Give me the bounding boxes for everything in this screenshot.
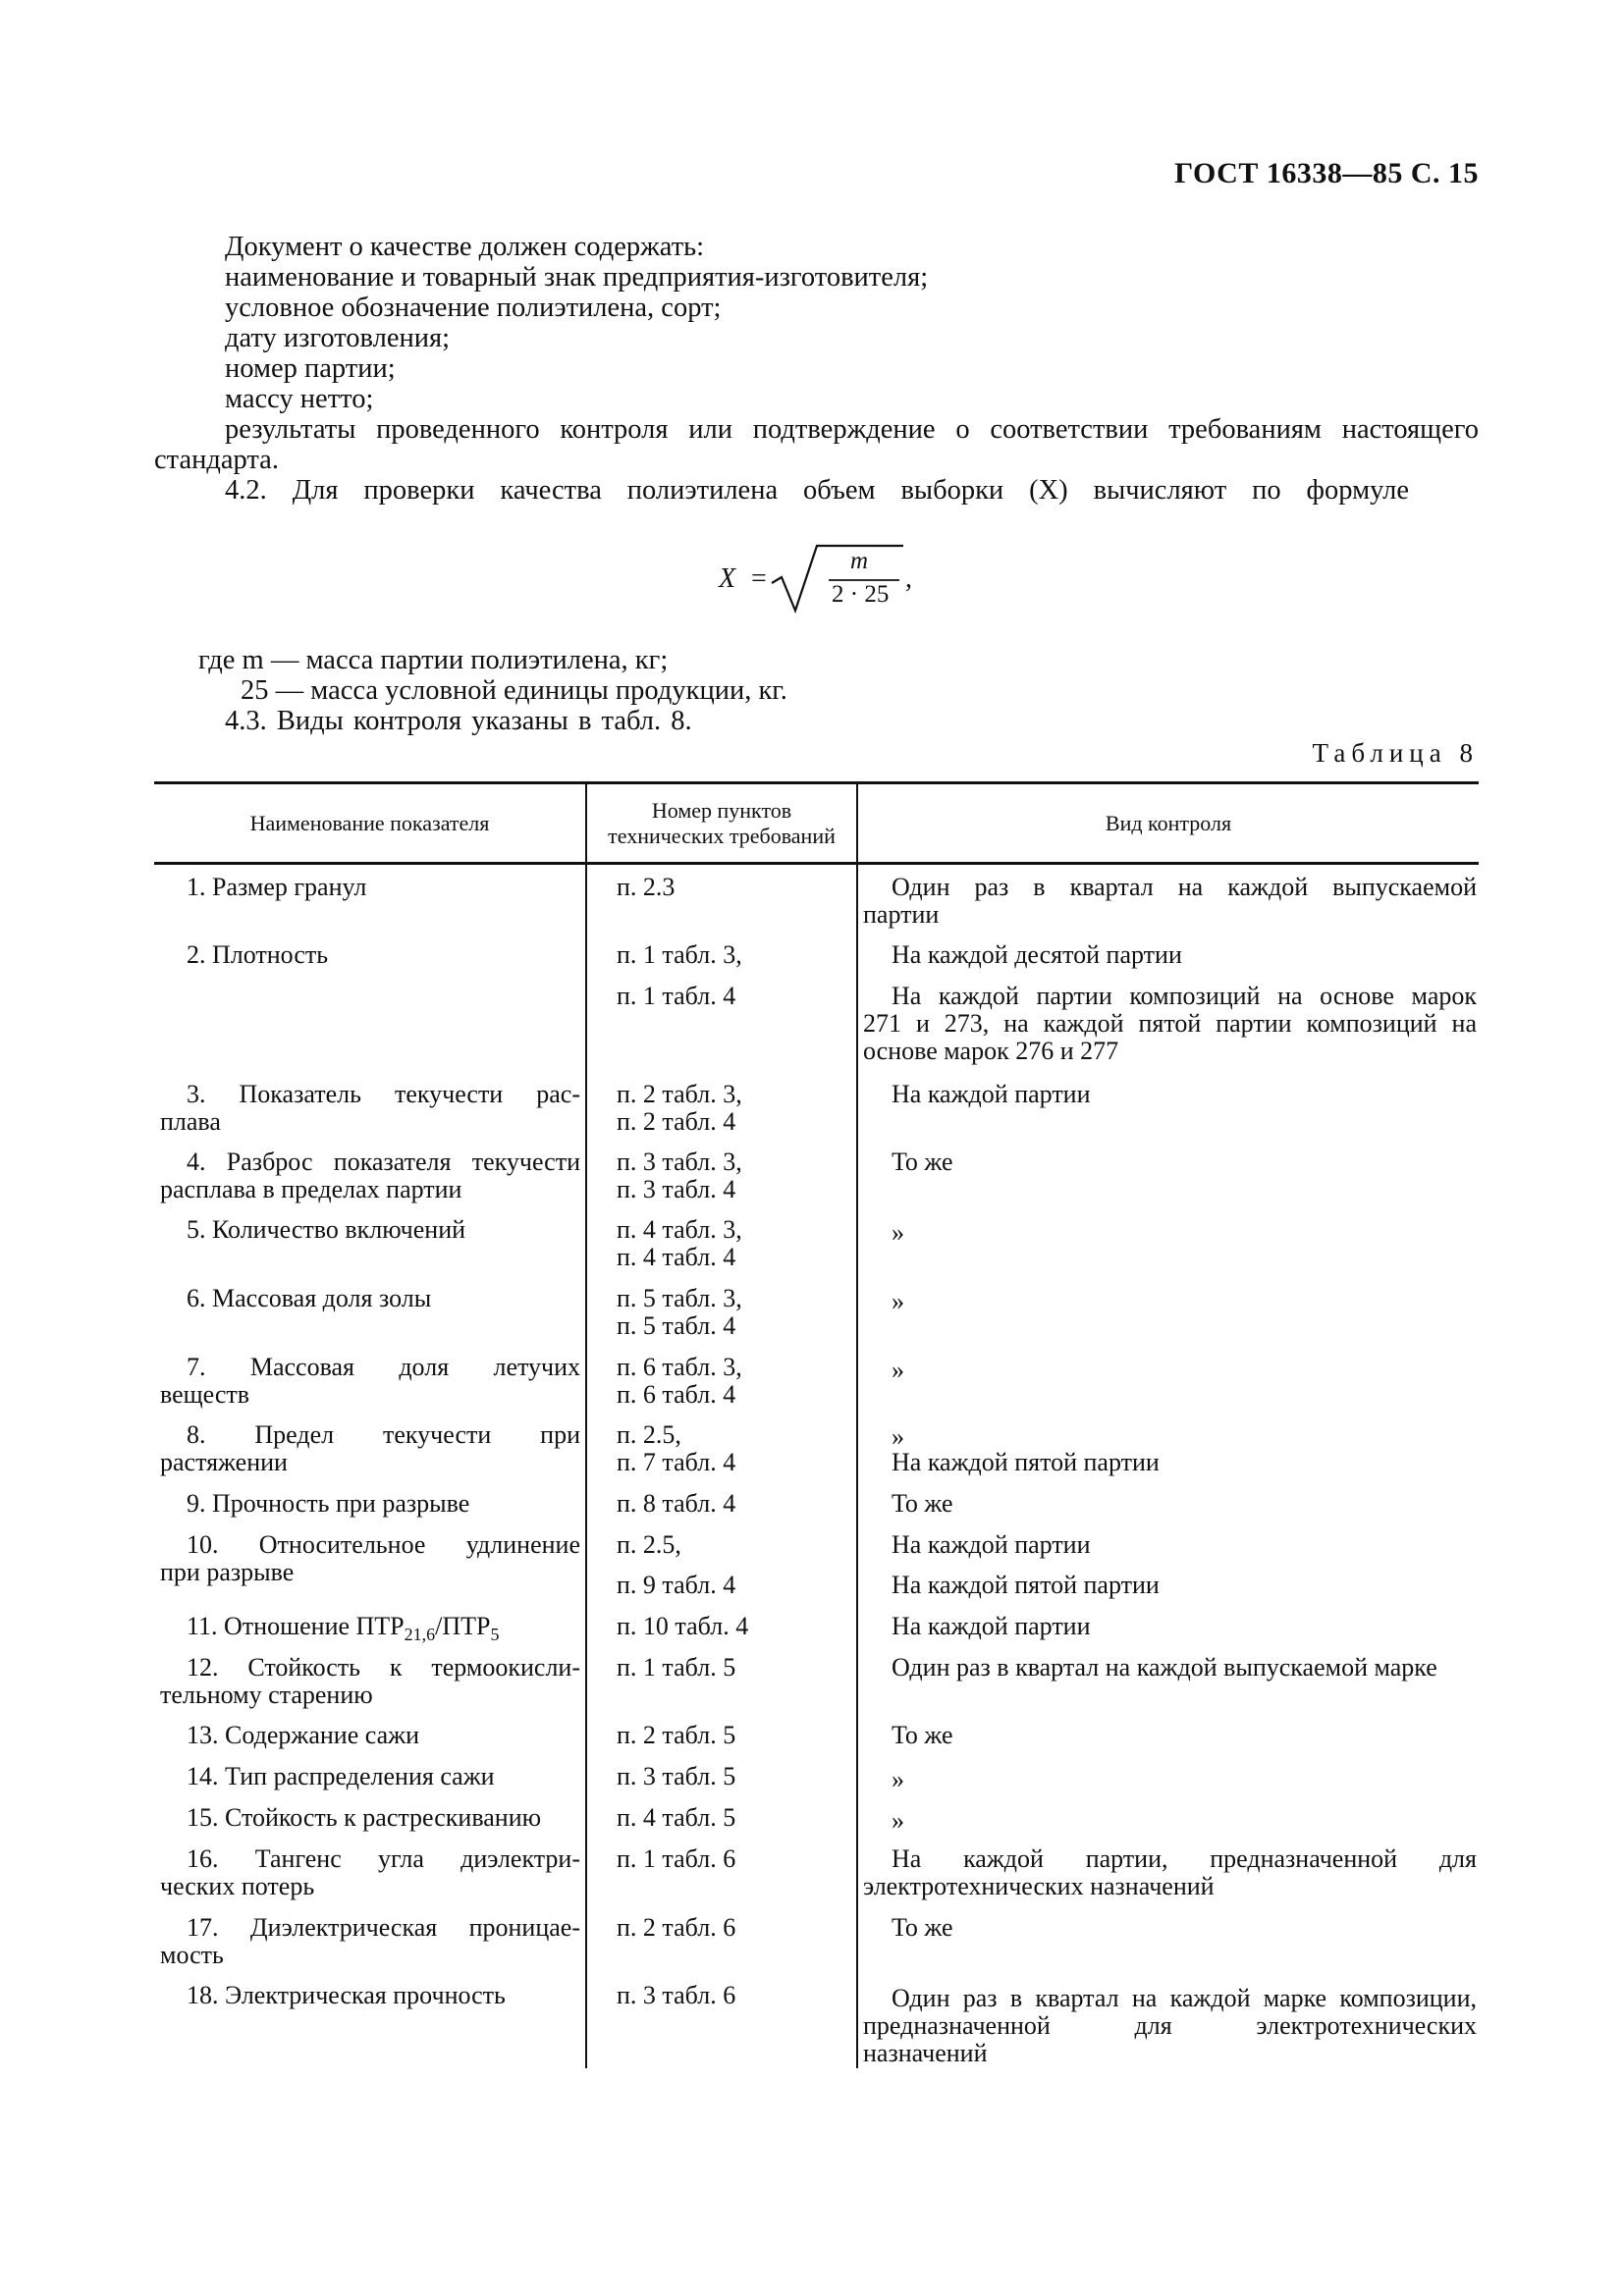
table-row-clause: п. 3 табл. 4 xyxy=(617,1175,736,1203)
table-row-control: То же xyxy=(892,1913,953,1942)
table-row-name: 16. Тангенс угла диэлектри- xyxy=(187,1844,580,1873)
table-row-clause: п. 3 табл. 5 xyxy=(617,1762,736,1790)
table-row-control: Один раз в квартал на каждой выпускаемой марке xyxy=(892,1653,1437,1682)
page-header: ГОСТ 16338—85 С. 15 xyxy=(1174,157,1479,189)
ratio-label: /ПТР xyxy=(435,1612,491,1640)
header-indicator: Наименование показателя xyxy=(249,811,490,835)
table-row-name: 3. Показатель текучести рас- xyxy=(187,1080,580,1108)
table-row-name: ческих потерь xyxy=(160,1872,315,1900)
table-row-clause: п. 5 табл. 4 xyxy=(617,1311,736,1340)
table-row-name: 13. Содержание сажи xyxy=(187,1721,420,1749)
table-row-clause: п. 1 табл. 3, xyxy=(617,940,742,969)
table-row-name: веществ xyxy=(160,1380,250,1409)
ratio-sub: 21,6 xyxy=(404,1625,436,1644)
table-row-control: То же xyxy=(892,1489,953,1518)
intro-line: номер партии; xyxy=(225,353,396,384)
table-row-clause: п. 4 табл. 3, xyxy=(617,1215,742,1244)
table-row-clause: п. 2.3 xyxy=(617,873,676,901)
table-row-clause: п. 1 табл. 4 xyxy=(617,982,736,1010)
table-row-clause: п. 6 табл. 3, xyxy=(617,1353,742,1381)
sample-size-formula xyxy=(719,542,935,620)
table-row-control: электротехнических назначений xyxy=(863,1872,1215,1900)
table-row-control: » xyxy=(892,1765,904,1793)
table-row-control: То же xyxy=(892,1148,953,1176)
table-row-clause: п. 9 табл. 4 xyxy=(617,1571,736,1599)
table-row-name: 4. Разброс показателя текучести xyxy=(187,1148,580,1176)
table-row-clause: п. 4 табл. 4 xyxy=(617,1243,736,1271)
table-row-name: 9. Прочность при разрыве xyxy=(187,1489,470,1518)
table-row-control: На каждой партии xyxy=(892,1080,1091,1108)
table-caption: Таблица 8 xyxy=(1312,738,1479,768)
table-row-name: 7. Массовая доля летучих xyxy=(187,1353,580,1381)
table-row-name: 15. Стойкость к растрескиванию xyxy=(187,1803,542,1832)
table-row-name: 14. Тип распределения сажи xyxy=(187,1762,495,1790)
table-row-name: растяжении xyxy=(160,1448,288,1476)
column-divider xyxy=(585,782,587,2068)
table-row-clause: п. 5 табл. 3, xyxy=(617,1284,742,1312)
table-row-name: 12. Стойкость к термоокисли- xyxy=(187,1653,580,1682)
table-row-name: 1. Размер гранул xyxy=(187,873,367,901)
formula-lhs: X xyxy=(719,563,736,594)
table-row-clause: п. 8 табл. 4 xyxy=(617,1489,736,1518)
table-row-clause: п. 2.5, xyxy=(617,1530,681,1559)
table-row-control: На каждой пятой партии xyxy=(892,1571,1160,1599)
intro-line: дату изготовления; xyxy=(225,323,451,353)
table-row-control: » xyxy=(892,1287,904,1315)
table-row-control: » xyxy=(892,1218,904,1247)
intro-line: Документ о качестве должен содержать: xyxy=(225,232,705,262)
table-row-clause: п. 2 табл. 6 xyxy=(617,1913,736,1942)
formula-eq: = xyxy=(751,563,767,594)
table-row-control: Один раз в квартал на каждой марке композиции, xyxy=(892,1984,1477,2012)
table-row-clause: п. 3 табл. 3, xyxy=(617,1148,742,1176)
table-row-control: То же xyxy=(892,1721,953,1749)
table-row-control: 271 и 273, на каждой пятой партии композиций на xyxy=(863,1009,1477,1038)
table-row-control: На каждой пятой партии xyxy=(892,1448,1160,1476)
header-control-type: Вид контроля xyxy=(1105,811,1232,835)
intro-line: условное обозначение полиэтилена, сорт; xyxy=(225,293,722,323)
table-row-control: назначений xyxy=(863,2039,988,2067)
table-row-control: » xyxy=(892,1806,904,1835)
intro-line: массу нетто; xyxy=(225,384,374,414)
formula-numerator: m xyxy=(850,548,869,574)
table-row-name: при разрыве xyxy=(160,1558,295,1586)
table-row-clause: п. 7 табл. 4 xyxy=(617,1448,736,1476)
table-row-control: На каждой партии композиций на основе марок xyxy=(892,982,1477,1010)
table-row-clause: п. 3 табл. 6 xyxy=(617,1981,736,2009)
table-row-clause: п. 2 табл. 5 xyxy=(617,1721,736,1749)
table-row-control: Один раз в квартал на каждой выпускаемой xyxy=(892,873,1477,901)
formula-comma: , xyxy=(905,563,912,594)
table-row-clause: п. 2.5, xyxy=(617,1420,681,1449)
table-row-name: 2. Плотность xyxy=(187,940,329,969)
table-row-name: тельному старению xyxy=(160,1681,373,1709)
intro-line: результаты проведенного контроля или подтверждение о соответствии требованиям настоящего xyxy=(225,414,1479,445)
table-row-clause: п. 2 табл. 3, xyxy=(617,1080,742,1108)
formula-denominator: 2 · 25 xyxy=(832,581,890,608)
intro-line: наименование и товарный знак предприятия-изготовителя; xyxy=(225,262,929,293)
table-row-control: партии xyxy=(863,900,940,929)
table-row-clause: п. 1 табл. 6 xyxy=(617,1844,736,1873)
table-row-name: мость xyxy=(160,1941,224,1969)
table-row-name: расплава в пределах партии xyxy=(160,1175,462,1203)
table-row-name: плава xyxy=(160,1107,221,1136)
legend-line: где m — масса партии полиэтилена, кг; xyxy=(198,645,669,675)
table-row-clause: п. 4 табл. 5 xyxy=(617,1803,736,1832)
legend-line: 25 — масса условной единицы продукции, кг. xyxy=(241,675,787,706)
table-row-clause: п. 1 табл. 5 xyxy=(617,1653,736,1682)
table-header-rule xyxy=(154,862,1479,865)
table-row-control: На каждой десятой партии xyxy=(892,940,1182,969)
table-row-clause: п. 10 табл. 4 xyxy=(617,1612,749,1640)
table-row-name: 10. Относительное удлинение xyxy=(187,1530,580,1559)
intro-line: 4.2. Для проверки качества полиэтилена объем выборки (X) вычисляют по формуле xyxy=(225,475,1409,506)
table-row-control: » xyxy=(892,1356,904,1384)
header-clauses-line1: Номер пунктов xyxy=(651,798,792,823)
column-divider xyxy=(856,782,858,2068)
table-row-control: На каждой партии xyxy=(892,1612,1091,1640)
table-row-name: 8. Предел текучести при xyxy=(187,1420,580,1449)
table-row-name: 6. Массовая доля золы xyxy=(187,1284,432,1312)
header-clauses-line2: технических требований xyxy=(608,824,836,848)
table-row-clause: п. 6 табл. 4 xyxy=(617,1380,736,1409)
table-row-name: 17. Диэлектрическая проницае- xyxy=(187,1913,580,1942)
table-row-control: » xyxy=(892,1422,904,1451)
table-row-control: На каждой партии, предназначенной для xyxy=(892,1844,1477,1873)
table-row-name xyxy=(160,1612,580,1644)
table-row-control: На каждой партии xyxy=(892,1530,1091,1559)
ratio-label: 11. Отношение ПТР xyxy=(187,1612,405,1640)
table-top-rule xyxy=(154,781,1479,784)
legend-line: 4.3. Виды контроля указаны в табл. 8. xyxy=(225,706,692,736)
table-row-control: основе марок 276 и 277 xyxy=(863,1037,1119,1065)
table-row-clause: п. 2 табл. 4 xyxy=(617,1107,736,1136)
table-row-name: 5. Количество включений xyxy=(187,1215,466,1244)
ratio-sub: 5 xyxy=(490,1625,500,1644)
intro-line: стандарта. xyxy=(154,445,279,475)
table-row-name: 18. Электрическая прочность xyxy=(187,1981,506,2009)
table-row-control: предназначенной для электротехнических xyxy=(863,2011,1477,2040)
